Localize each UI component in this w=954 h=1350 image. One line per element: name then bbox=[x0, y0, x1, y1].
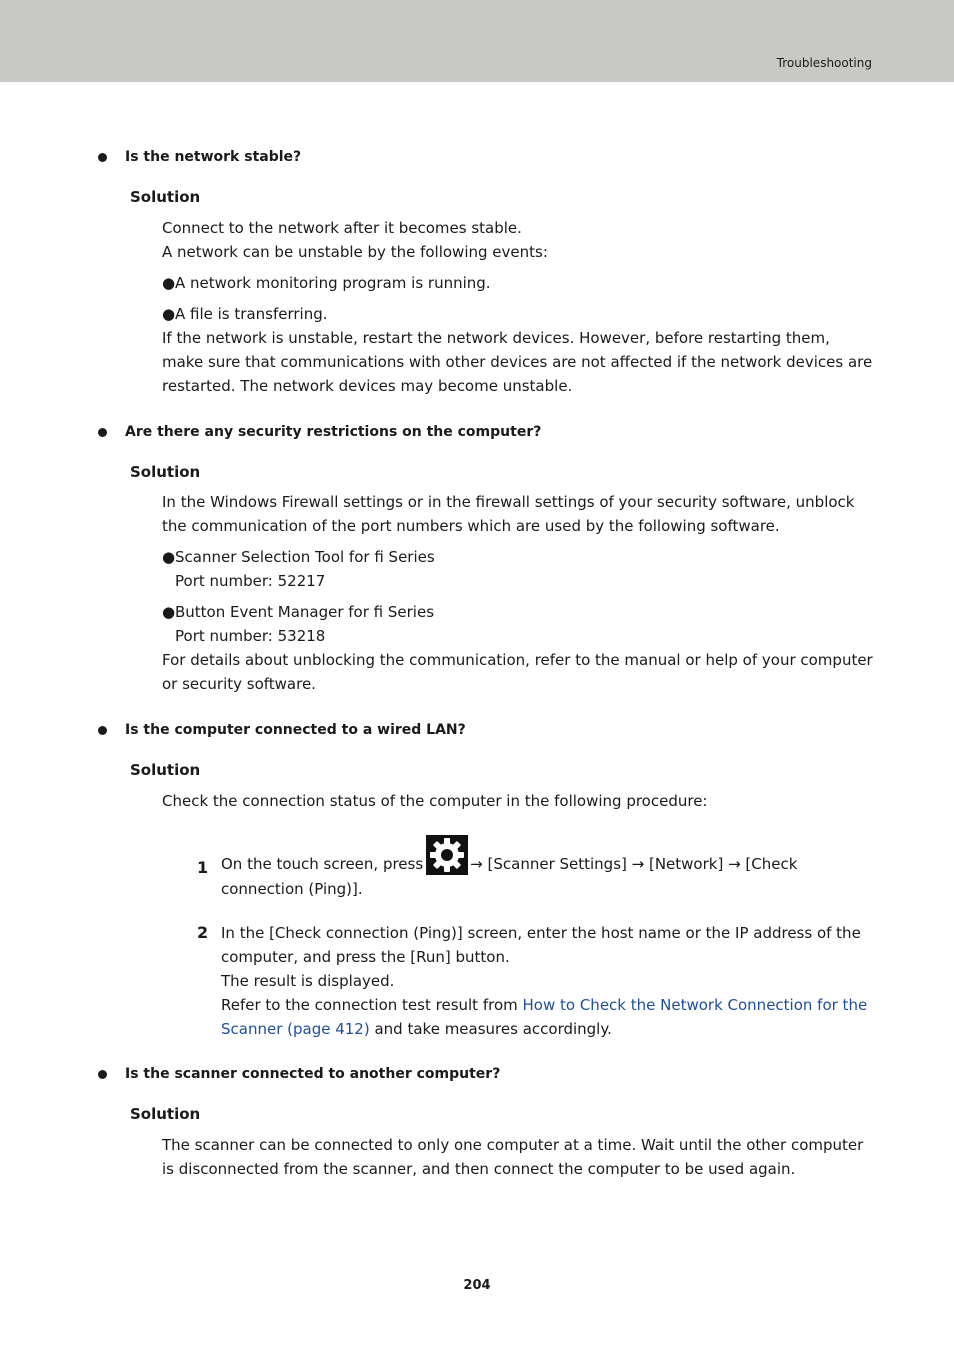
gear-icon bbox=[426, 835, 468, 875]
body-paragraph: Check the connection status of the computer in the following procedure: bbox=[162, 792, 708, 810]
solution-label: Solution bbox=[130, 761, 201, 779]
page-number: 204 bbox=[463, 1278, 491, 1293]
question-another-computer: Is the scanner connected to another computer? bbox=[125, 1066, 501, 1082]
question-network-stable: Is the network stable? bbox=[125, 149, 302, 165]
solution-label: Solution bbox=[130, 463, 201, 481]
question-wired-lan: Is the computer connected to a wired LAN? bbox=[125, 722, 466, 738]
header-title: Troubleshooting bbox=[776, 56, 872, 70]
body-paragraph: The scanner can be connected to only one computer at a time. Wait until the other computer is disconnected from the scanner, and then connect the computer to be used again. bbox=[162, 1136, 864, 1178]
list-item: ●Button Event Manager for fi Series Port number: 53218 bbox=[162, 603, 435, 645]
list-item: ●A file is transferring. bbox=[162, 305, 328, 323]
solution-label: Solution bbox=[130, 188, 201, 206]
question-security-restrictions: Are there any security restrictions on the computer? bbox=[125, 424, 542, 440]
bullet-icon bbox=[98, 428, 107, 437]
page-header bbox=[0, 0, 954, 82]
list-item: ●A network monitoring program is running. bbox=[162, 274, 491, 292]
step-number: 1 bbox=[197, 858, 209, 877]
bullet-icon bbox=[98, 153, 107, 162]
body-paragraph: In the Windows Firewall settings or in the firewall settings of your security software, unblock the communication of the port numbers which are used by the following software. bbox=[162, 493, 855, 535]
body-line: Connect to the network after it becomes stable. bbox=[162, 219, 522, 237]
step-number: 2 bbox=[197, 923, 209, 942]
body-paragraph: For details about unblocking the communication, refer to the manual or help of your computer or security software. bbox=[162, 651, 873, 693]
list-item: ●Scanner Selection Tool for fi Series Port number: 52217 bbox=[162, 548, 435, 590]
reference-link[interactable]: How to Check the Network Connection for the Scanner (page 412) bbox=[221, 996, 868, 1038]
bullet-icon bbox=[98, 726, 107, 735]
procedure-step-1: 1 On the touch screen, press → [Scanner Settings] → [Network] → [Check connection (Ping)]. bbox=[197, 835, 877, 901]
solution-body bbox=[162, 1133, 874, 1181]
solution-body bbox=[162, 490, 874, 696]
solution-label: Solution bbox=[130, 1105, 201, 1123]
procedure-step-2: 2 In the [Check connection (Ping)] screen, enter the host name or the IP address of the computer, and press the [Run] button. The result is displayed. Refer to the connection test result from How to Check the Network Connection for the Scanner (page 412) and take measures accordingly. bbox=[197, 923, 868, 1038]
body-paragraph: If the network is unstable, restart the network devices. However, before restarting them, make sure that communications with other devices are not affected if the network devices are restarted. The network devices may become unstable. bbox=[162, 329, 873, 395]
solution-body bbox=[162, 789, 874, 813]
bullet-icon bbox=[98, 1070, 107, 1079]
body-line: A network can be unstable by the following events: bbox=[162, 243, 548, 261]
solution-body bbox=[162, 216, 874, 398]
